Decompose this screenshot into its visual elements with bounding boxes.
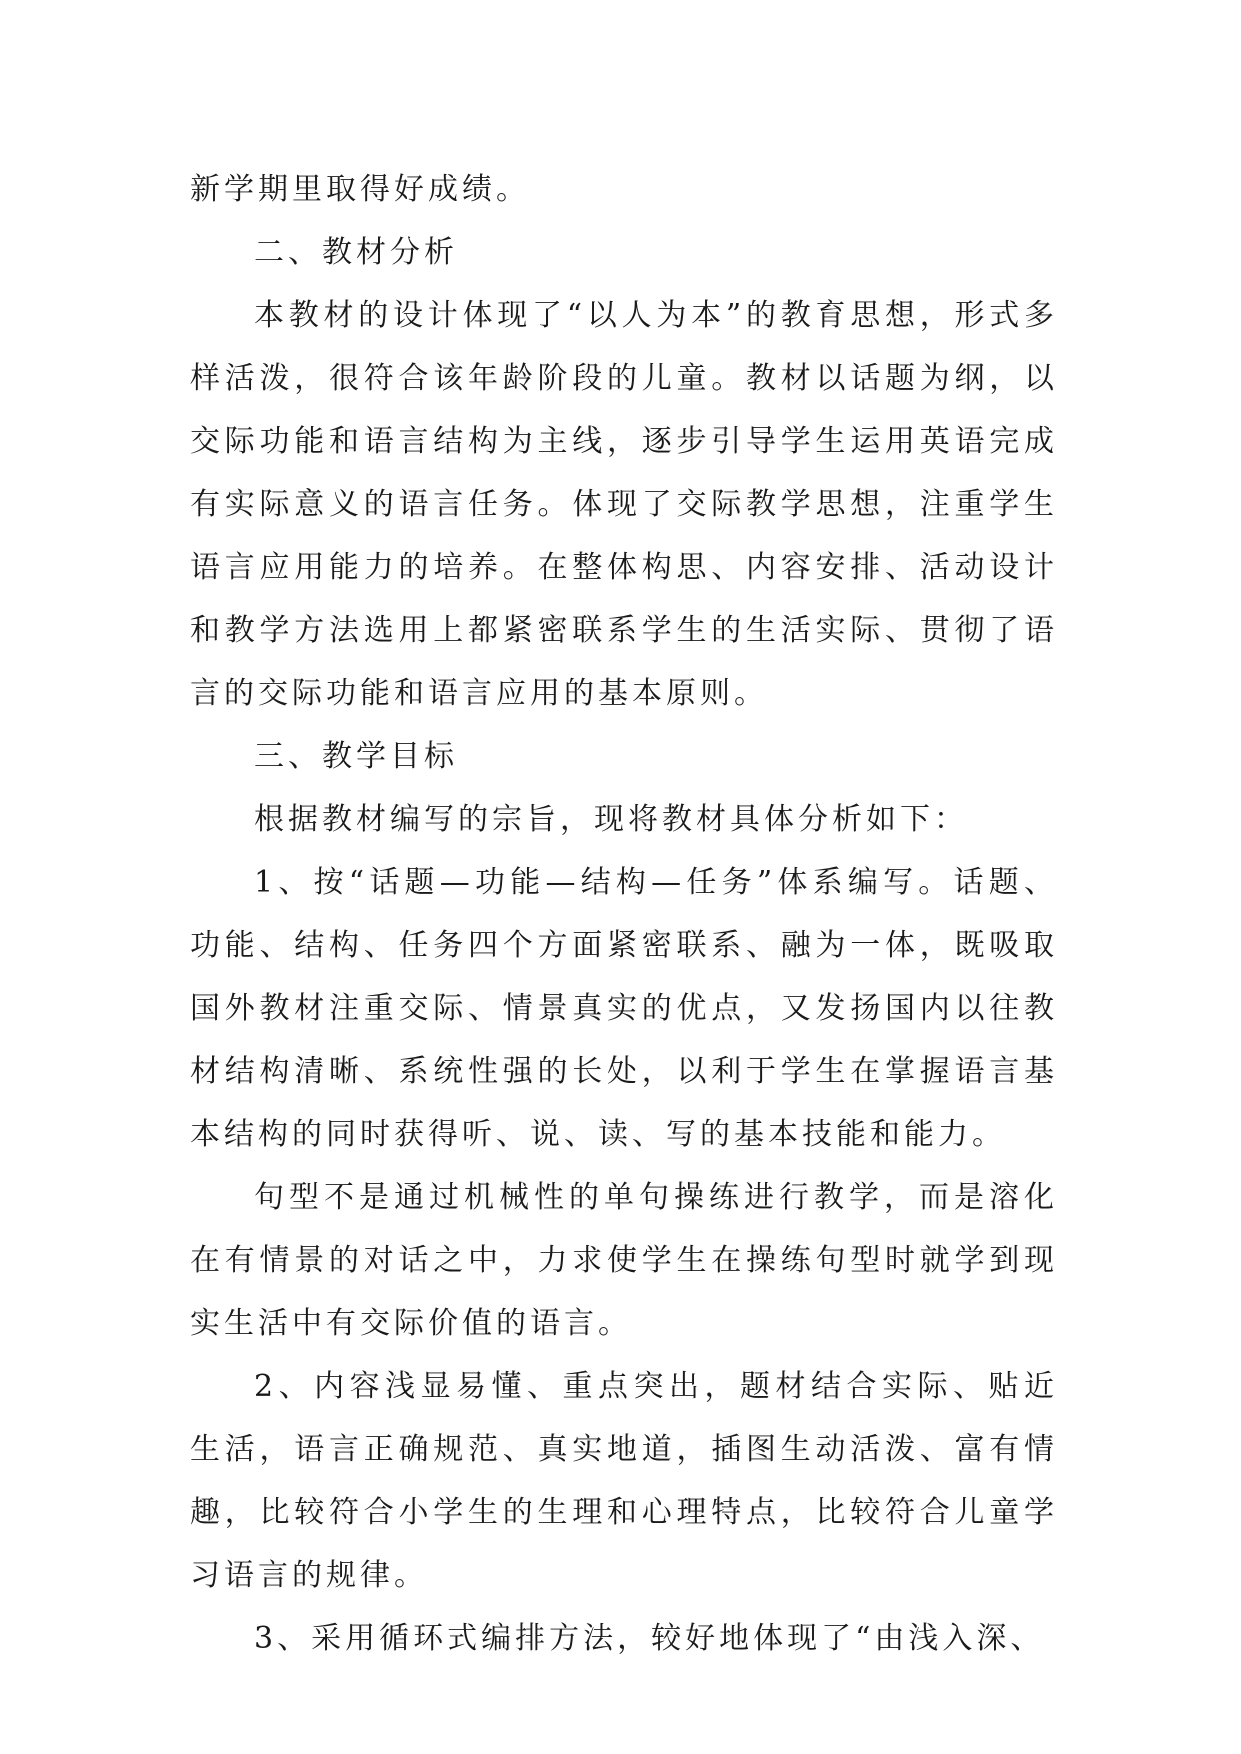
paragraph-point-2: 2、内容浅显易懂、重点突出，题材结合实际、贴近生活，语言正确规范、真实地道，插图生动活泼、富有情趣，比较符合小学生的生理和心理特点，比较符合儿童学习语言的规律。 [190, 1369, 1058, 1593]
section-heading-textbook-analysis: 二、教材分析 [254, 235, 458, 270]
paragraph-point-3: 3、采用循环式编排方法，较好地体现了“由浅入深、 [254, 1621, 1045, 1656]
paragraph-sentence-patterns: 句型不是通过机械性的单句操练进行教学，而是溶化在有情景的对话之中，力求使学生在操练句型时就学到现实生活中有交际价值的语言。 [190, 1180, 1058, 1341]
paragraph-textbook-design: 本教材的设计体现了“以人为本”的教育思想，形式多样活泼，很符合该年龄阶段的儿童。教材以话题为纲，以交际功能和语言结构为主线，逐步引导学生运用英语完成有实际意义的语言任务。体现了交际教学思想，注重学生语言应用能力的培养。在整体构思、内容安排、活动设计和教学方法选用上都紧密联系学生的生活实际、贯彻了语言的交际功能和语言应用的基本原则。 [190, 298, 1058, 711]
section-heading-teaching-goals: 三、教学目标 [254, 739, 458, 774]
paragraph-continued: 新学期里取得好成绩。 [190, 172, 530, 207]
document-body [190, 158, 1058, 1670]
paragraph-intro: 根据教材编写的宗旨，现将教材具体分析如下： [254, 802, 968, 837]
paragraph-point-1: 1、按“话题—功能—结构—任务”体系编写。话题、功能、结构、任务四个方面紧密联系、融为一体，既吸取国外教材注重交际、情景真实的优点，又发扬国内以往教材结构清晰、系统性强的长处，以利于学生在掌握语言基本结构的同时获得听、说、读、写的基本技能和能力。 [190, 865, 1058, 1152]
